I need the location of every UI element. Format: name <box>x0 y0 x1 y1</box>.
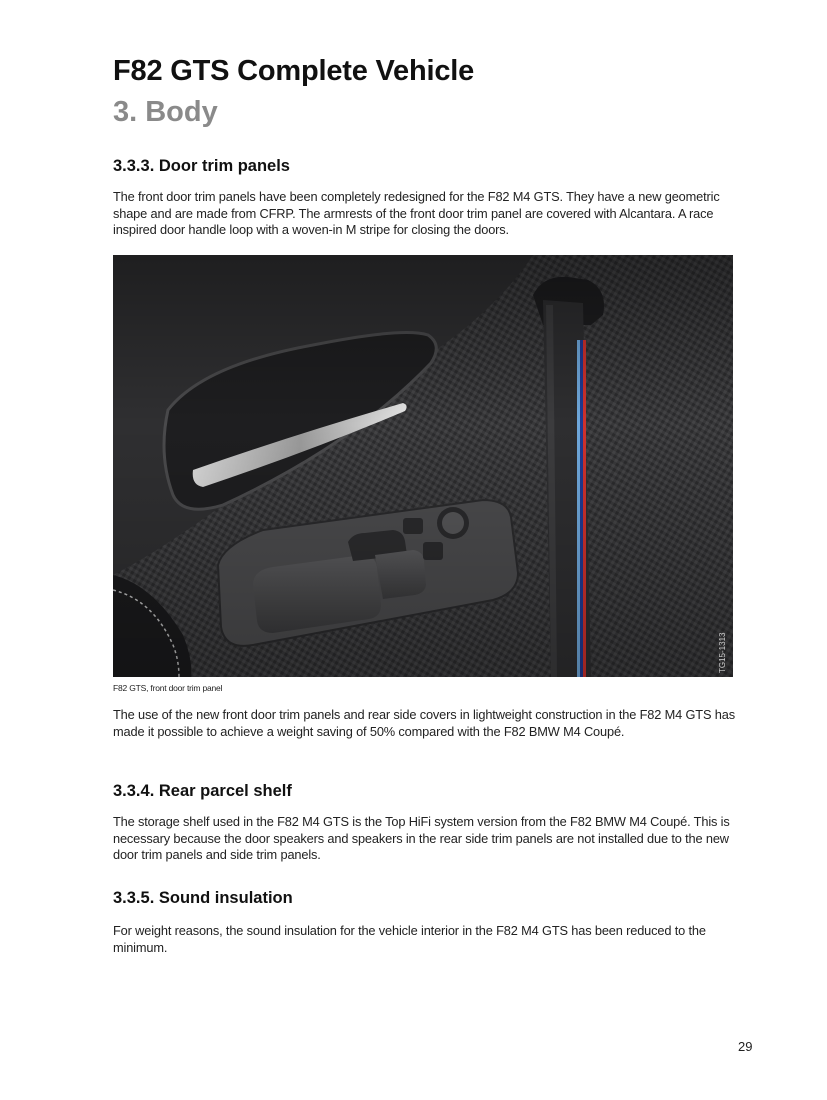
figure-caption: F82 GTS, front door trim panel <box>113 683 223 693</box>
weight-saving-paragraph: The use of the new front door trim panels and rear side covers in lightweight construction in the F82 M4 GTS has made it possible to achieve a weight saving of 50% compared with the F82 BMW M4 Coupé. <box>113 707 735 739</box>
door-trim-intro-paragraph: The front door trim panels have been completely redesigned for the F82 M4 GTS. They have a new geometric shape and are made from CFRP. The armrests of the front door trim panel are covered with Alcantara. A race inspired door handle loop with a woven-in M stripe for closing the doors. <box>113 189 720 237</box>
image-code: TG15-1313 <box>718 632 727 673</box>
rear-parcel-shelf-paragraph: The storage shelf used in the F82 M4 GTS is the Top HiFi system version from the F82 BMW M4 Coupé. This is necessary because the door speakers and speakers in the rear side trim panels are not installed due to the new door trim panels and side trim panels. <box>113 814 730 862</box>
sound-insulation-paragraph: For weight reasons, the sound insulation for the vehicle interior in the F82 M4 GTS has been reduced to the minimum. <box>113 923 706 955</box>
section-heading-door-trim-panels: 3.3.3. Door trim panels <box>113 157 290 175</box>
door-trim-photo <box>113 255 733 677</box>
section-heading-sound-insulation: 3.3.5. Sound insulation <box>113 889 293 907</box>
section-heading-rear-parcel-shelf: 3.3.4. Rear parcel shelf <box>113 782 292 800</box>
document-title: F82 GTS Complete Vehicle <box>113 55 475 87</box>
page-number: 29 <box>738 1039 753 1054</box>
chapter-title: 3. Body <box>113 96 218 128</box>
